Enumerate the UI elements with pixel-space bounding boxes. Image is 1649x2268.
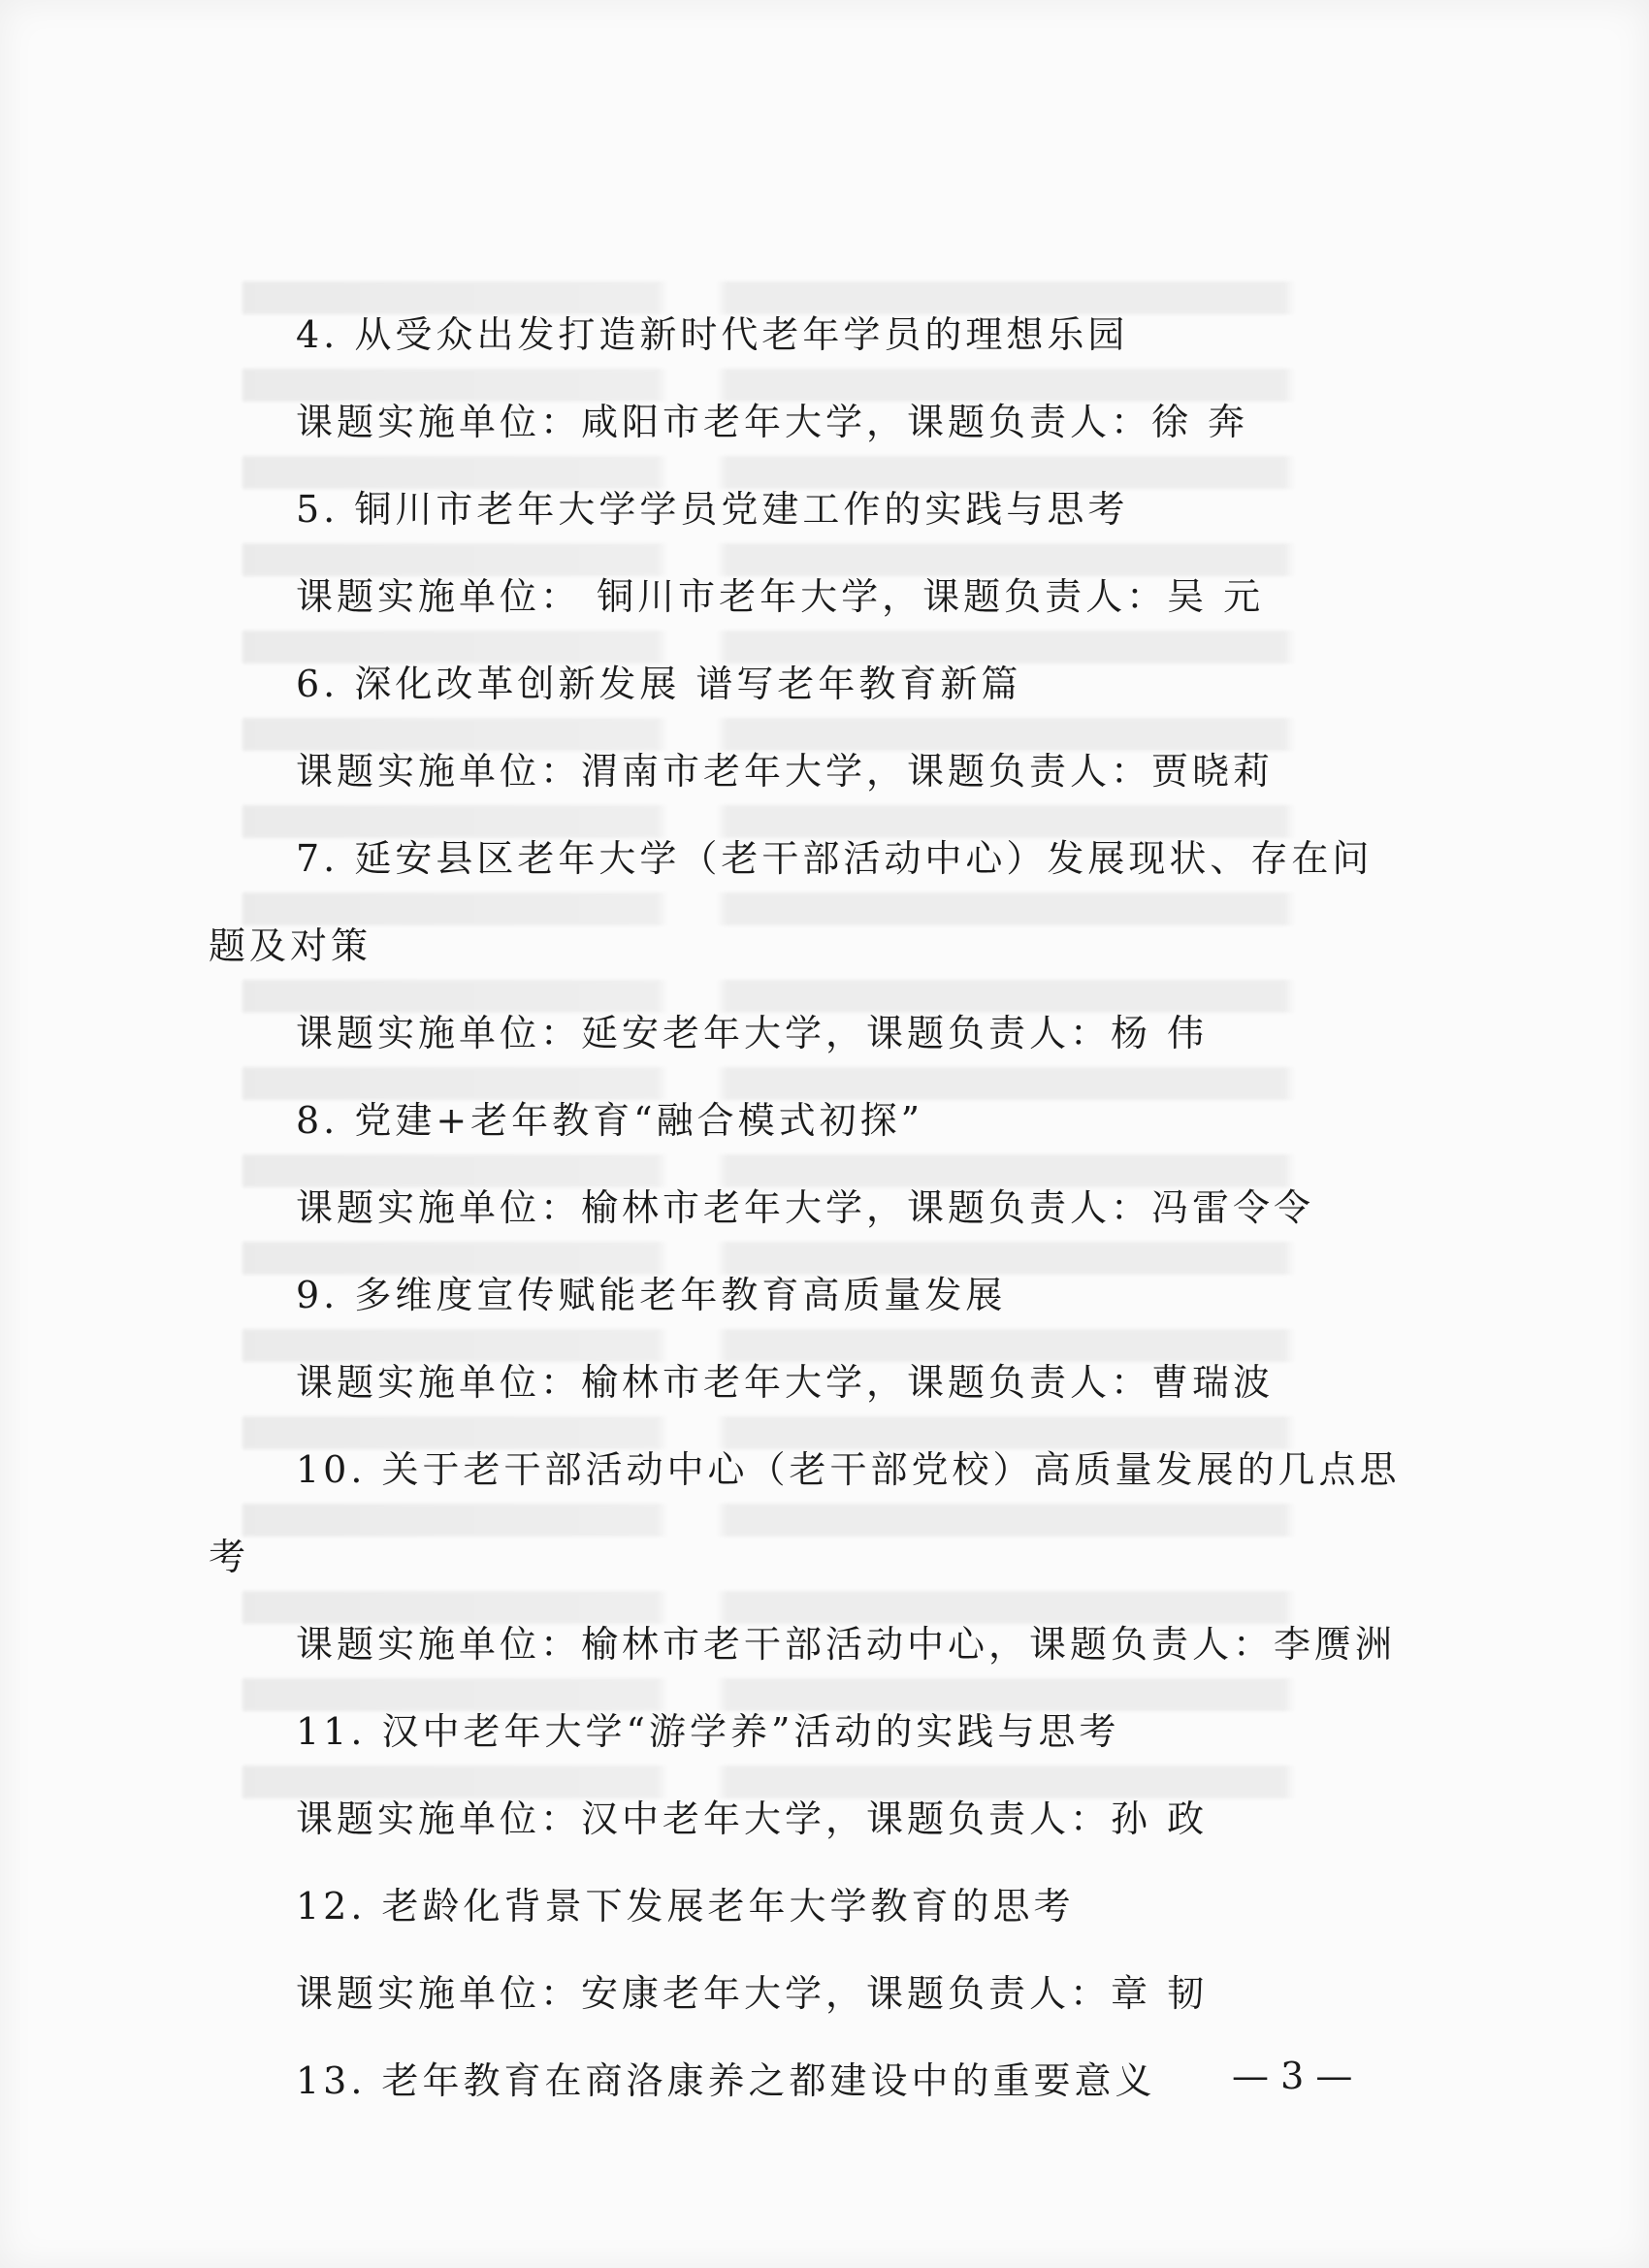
topic-title-9: 9. 多维度宣传赋能老年教育高质量发展 bbox=[296, 1274, 1007, 1316]
topic-title-13: 13. 老年教育在商洛康养之都建设中的重要意义 bbox=[296, 2059, 1156, 2102]
topic-title-4: 4. 从受众出发打造新时代老年学员的理想乐园 bbox=[296, 313, 1129, 356]
page-number: — 3 — bbox=[1232, 2055, 1353, 2097]
topic-title-11: 11. 汉中老年大学“游学养”活动的实践与思考 bbox=[296, 1710, 1120, 1753]
topic-implementer-4: 课题实施单位：咸阳市老年大学，课题负责人：徐 奔 bbox=[296, 401, 1249, 443]
topic-title-8: 8. 党建+老年教育“融合模式初探” bbox=[296, 1099, 924, 1142]
topic-title-7-continued: 题及对策 bbox=[209, 924, 372, 967]
topic-implementer-6: 课题实施单位：渭南市老年大学，课题负责人：贾晓莉 bbox=[296, 750, 1275, 793]
document-body bbox=[209, 291, 1421, 2124]
topic-implementer-7: 课题实施单位：延安老年大学，课题负责人：杨 伟 bbox=[296, 1012, 1209, 1054]
topic-title-12: 12. 老龄化背景下发展老年大学教育的思考 bbox=[296, 1885, 1075, 1928]
topic-title-10-continued: 考 bbox=[209, 1536, 250, 1578]
topic-title-5: 5. 铜川市老年大学学员党建工作的实践与思考 bbox=[296, 488, 1129, 531]
topic-implementer-8: 课题实施单位：榆林市老年大学，课题负责人：冯雷令令 bbox=[296, 1186, 1315, 1229]
topic-implementer-9: 课题实施单位：榆林市老年大学，课题负责人：曹瑞波 bbox=[296, 1361, 1275, 1404]
topic-implementer-5: 课题实施单位： 铜川市老年大学，课题负责人：吴 元 bbox=[296, 575, 1265, 618]
topic-implementer-11: 课题实施单位：汉中老年大学，课题负责人：孙 政 bbox=[296, 1798, 1209, 1840]
topic-title-7: 7. 延安县区老年大学（老干部活动中心）发展现状、存在问 bbox=[296, 837, 1374, 880]
topic-title-10: 10. 关于老干部活动中心（老干部党校）高质量发展的几点思 bbox=[296, 1448, 1401, 1491]
topic-implementer-10: 课题实施单位：榆林市老干部活动中心，课题负责人：李赝洲 bbox=[296, 1623, 1397, 1666]
topic-title-6: 6. 深化改革创新发展 谱写老年教育新篇 bbox=[296, 663, 1022, 705]
topic-implementer-12: 课题实施单位：安康老年大学，课题负责人：章 韧 bbox=[296, 1972, 1209, 2015]
